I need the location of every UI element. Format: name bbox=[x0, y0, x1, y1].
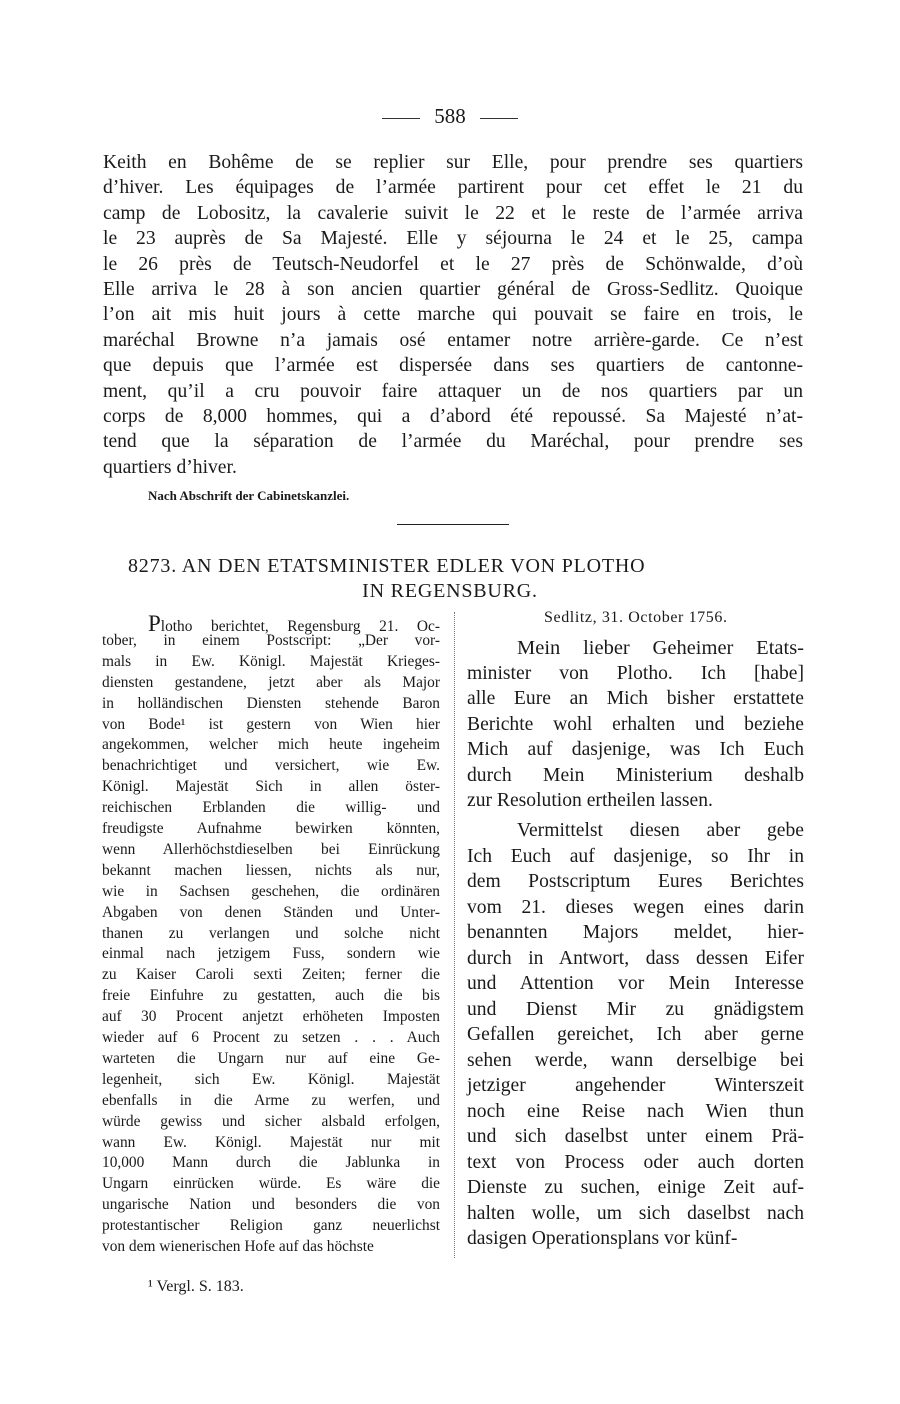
summary-line: warteten die Ungarn nur auf eine Ge- bbox=[102, 1049, 440, 1067]
summary-line: 10,000 Mann durch die Jablunka in bbox=[102, 1154, 440, 1172]
summary-line: wann Ew. Königl. Majestät nur mit bbox=[102, 1133, 440, 1151]
summary-line: zu Kaiser Caroli sexti Zeiten; ferner die bbox=[102, 966, 440, 984]
letter-line: noch eine Reise nach Wien thun bbox=[467, 1100, 804, 1122]
dropcap: P bbox=[148, 611, 161, 636]
summary-line-text: lotho berichtet, Regensburg 21. Oc- bbox=[160, 618, 440, 635]
letter-heading-recipient: IN REGENSBURG. bbox=[362, 580, 538, 602]
summary-line: wie in Sachsen geschehen, die ordinären bbox=[102, 882, 440, 900]
letter-line: durch in Antwort, dass dessen Eifer bbox=[467, 947, 804, 969]
text-line: tend que la séparation de l’armée du Maréchal, pour prendre ses bbox=[103, 431, 803, 453]
letter-line: Berichte wohl erhalten und beziehe bbox=[467, 713, 804, 735]
page-header bbox=[0, 104, 900, 129]
letter-line: alle Eure an Mich bisher erstattete bbox=[467, 688, 804, 709]
text-line: l’on ait mis huit jours à cette marche qui pouvait se faire en trois, le bbox=[103, 304, 803, 326]
page-number: 588 bbox=[434, 104, 466, 128]
summary-line: protestantischer Religion ganz neuerlichst bbox=[102, 1217, 440, 1235]
summary-line: in holländischen Diensten stehende Baron bbox=[102, 694, 440, 712]
letter-line: dem Postscriptum Eures Berichtes bbox=[467, 871, 804, 892]
source-note: Nach Abschrift der Cabinetskanzlei. bbox=[148, 488, 350, 503]
summary-line: angekommen, welcher mich heute ingeheim bbox=[102, 736, 440, 754]
letter-line: Ich Euch auf dasjenige, so Ihr in bbox=[467, 845, 804, 867]
header-dash-left bbox=[382, 118, 420, 119]
summary-line: einmal nach jetzigem Fuss, sondern wie bbox=[102, 945, 440, 963]
summary-line: reichischen Erblanden die willig- und bbox=[102, 799, 440, 817]
text-line: corps de 8,000 hommes, qui a d’abord été repoussé. Sa Majesté n’at- bbox=[103, 406, 803, 427]
footnote: ¹ Vergl. S. 183. bbox=[148, 1278, 244, 1295]
summary-line: mals in Ew. Königl. Majestät Krieges- bbox=[102, 652, 440, 670]
letter-date: Sedlitz, 31. October 1756. bbox=[544, 609, 728, 626]
summary-line: benachrichtiget und versichert, wie Ew. bbox=[102, 757, 440, 775]
letter-line: jetziger angehender Winterszeit bbox=[467, 1075, 804, 1096]
letter-line: Mich auf dasjenige, was Ich Euch bbox=[467, 739, 804, 760]
letter-line: vom 21. dieses wegen eines darin bbox=[467, 896, 804, 918]
letter-line: durch Mein Ministerium deshalb bbox=[467, 764, 804, 786]
letter-line: Vermittelst diesen aber gebe bbox=[517, 820, 804, 841]
summary-line: würde gewiss und sicher alsbald erfolgen, bbox=[102, 1112, 440, 1130]
column-divider bbox=[454, 612, 455, 1258]
letter-line: dasigen Operationsplans vor künf- bbox=[467, 1228, 738, 1249]
letter-line: Mein lieber Geheimer Etats- bbox=[517, 637, 804, 659]
summary-line: wenn Allerhöchstdieselben bei Einrückung bbox=[102, 840, 440, 858]
letter-line: und sich daselbst unter einem Prä- bbox=[467, 1126, 804, 1147]
summary-line: bekannt machen liessen, nichts als nur, bbox=[102, 861, 440, 879]
text-line: d’hiver. Les équipages de l’armée partirent pour cet effet le 21 du bbox=[103, 177, 803, 199]
letter-line: Gefallen gereichet, Ich aber gerne bbox=[467, 1024, 804, 1045]
letter-heading: 8273. AN DEN ETATSMINISTER EDLER VON PLOTHO bbox=[128, 555, 646, 577]
summary-line: freie Einfuhre zu gestatten, auch die bis bbox=[102, 987, 440, 1005]
header-dash-right bbox=[480, 118, 518, 119]
section-rule bbox=[397, 524, 509, 525]
summary-line: Königl. Majestät Sich in allen öster- bbox=[102, 778, 440, 796]
summary-line: ungarische Nation und besonders die von bbox=[102, 1196, 440, 1214]
summary-line: tober, in einem Postscript: „Der vor- bbox=[102, 631, 440, 649]
letter-line: benannten Majors meldet, hier- bbox=[467, 922, 804, 943]
letter-line: zur Resolution ertheilen lassen. bbox=[467, 790, 713, 811]
text-line: le 26 près de Teutsch-Neudorfel et le 27 près de Schönwalde, d’où bbox=[103, 253, 803, 275]
letter-line: Dienste zu suchen, einige Zeit auf- bbox=[467, 1177, 804, 1198]
text-line: le 23 auprès de Sa Majesté. Elle y séjourna le 24 et le 25, campa bbox=[103, 228, 803, 250]
letter-line: und Dienst Mir zu gnädigstem bbox=[467, 998, 804, 1020]
summary-line: thanen zu verlangen und solche nicht bbox=[102, 924, 440, 942]
letter-line: sehen werde, wann derselbige bei bbox=[467, 1049, 804, 1071]
summary-line: ebenfalls in die Arme zu werfen, und bbox=[102, 1091, 440, 1109]
text-line: quartiers d’hiver. bbox=[103, 456, 237, 478]
text-line: Keith en Bohême de se replier sur Elle, pour prendre ses quartiers bbox=[103, 152, 803, 173]
summary-line: von Bode¹ ist gestern von Wien hier bbox=[102, 715, 440, 733]
letter-line: minister von Plotho. Ich [habe] bbox=[467, 662, 804, 684]
summary-line: diensten gestandene, jetzt aber als Major bbox=[102, 673, 440, 691]
summary-line: wieder auf 6 Procent zu setzen . . . Auch bbox=[102, 1029, 440, 1046]
text-line: Elle arriva le 28 à son ancien quartier général de Gross-Sedlitz. Quoique bbox=[103, 279, 803, 300]
summary-line: Abgaben von denen Ständen und Unter- bbox=[102, 903, 440, 921]
summary-line: auf 30 Procent anjetzt erhöheten Imposten bbox=[102, 1008, 440, 1026]
summary-line: legenheit, sich Ew. Königl. Majestät bbox=[102, 1070, 440, 1088]
text-line: ment, qu’il a cru pouvoir faire attaquer un de nos quartiers par un bbox=[103, 380, 803, 402]
summary-line: Ungarn einrücken würde. Es wäre die bbox=[102, 1175, 440, 1193]
summary-line: freudigste Aufnahme bewirken könnten, bbox=[102, 820, 440, 837]
letter-line: halten wolle, um sich daselbst nach bbox=[467, 1202, 804, 1224]
letter-line: text von Process oder auch dorten bbox=[467, 1151, 804, 1173]
letter-line: und Attention vor Mein Interesse bbox=[467, 973, 804, 994]
summary-line: von dem wienerischen Hofe auf das höchste bbox=[102, 1238, 374, 1255]
text-line: camp de Lobositz, la cavalerie suivit le 22 et le reste de l’armée arriva bbox=[103, 202, 803, 224]
text-line: maréchal Browne n’a jamais osé entamer notre arrière-garde. Ce n’est bbox=[103, 329, 803, 351]
text-line: que depuis que l’armée est dispersée dans ses quartiers de cantonne- bbox=[103, 355, 803, 377]
